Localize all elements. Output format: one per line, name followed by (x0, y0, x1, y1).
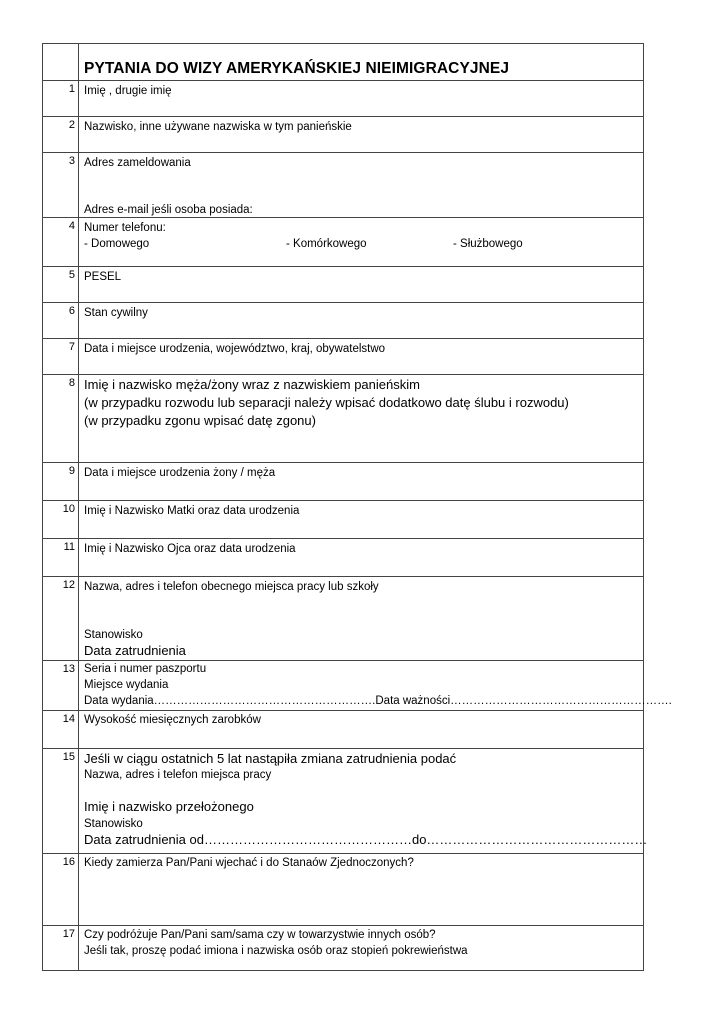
previous-employment-dates-label: Data zatrudnienia od…………………………………………do…………………………………………… (84, 832, 648, 847)
row-number: 9 (68, 465, 75, 477)
question-row-6 (43, 302, 643, 338)
row-number: 11 (63, 541, 75, 553)
question-row-11 (43, 538, 643, 576)
question-label: Data i miejsce urodzenia żony / męża (84, 467, 276, 479)
question-row-14 (43, 710, 643, 748)
question-label: Imię , drugie imię (84, 85, 172, 97)
position-label: Stanowisko (84, 629, 143, 641)
question-sublabel: Adres e-mail jeśli osoba posiada: (84, 204, 253, 216)
employment-date-label: Data zatrudnienia (84, 643, 186, 658)
previous-workplace-label: Nazwa, adres i telefon miejsca pracy (84, 769, 272, 781)
row-number: 15 (62, 751, 75, 763)
question-note-death: (w przypadku zgonu wpisać datę zgonu) (84, 413, 316, 428)
question-label: Numer telefonu: (84, 222, 166, 234)
form-title: PYTANIA DO WIZY AMERYKAŃSKIEJ NIEIMIGRACYJNEJ (84, 60, 510, 77)
row-number: 10 (62, 503, 75, 515)
question-label: PESEL (84, 271, 122, 283)
question-label: Imię i Nazwisko Matki oraz data urodzenia (84, 505, 300, 517)
question-row-16 (43, 853, 643, 925)
question-label: Imię i nazwisko męża/żony wraz z nazwiskiem panieńskim (84, 377, 420, 392)
row-number: 8 (68, 377, 75, 389)
question-label: Imię i Nazwisko Ojca oraz data urodzenia (84, 543, 296, 555)
question-sublabel: Jeśli tak, proszę podać imiona i nazwiska osób oraz stopień pokrewieństwa (84, 945, 468, 957)
question-label: Nazwa, adres i telefon obecnego miejsca pracy lub szkoły (84, 581, 379, 593)
question-row-5 (43, 266, 643, 302)
issue-place-label: Miejsce wydania (84, 679, 169, 691)
row-number: 3 (68, 155, 75, 167)
supervisor-label: Imię i nazwisko przełożonego (84, 799, 254, 814)
question-label: Nazwisko, inne używane nazwiska w tym panieńskie (84, 121, 352, 133)
question-label: Czy podróżuje Pan/Pani sam/sama czy w towarzystwie innych osób? (84, 929, 436, 941)
question-row-1 (43, 80, 643, 116)
question-row-8 (43, 374, 643, 462)
row-number: 6 (68, 305, 75, 317)
visa-questionnaire-form (42, 43, 672, 971)
question-row-4 (43, 217, 643, 266)
row-number: 7 (68, 341, 75, 353)
question-row-10 (43, 500, 643, 538)
phone-mobile-label: - Komórkowego (286, 238, 367, 250)
row-number: 16 (62, 856, 75, 868)
question-row-9 (43, 462, 643, 500)
question-row-17 (43, 925, 643, 970)
question-label: Adres zameldowania (84, 157, 191, 169)
row-number: 1 (68, 83, 75, 95)
question-label: Wysokość miesięcznych zarobków (84, 714, 261, 726)
phone-work-label: - Służbowego (453, 238, 523, 250)
row-number: 2 (68, 119, 75, 131)
question-label: Kiedy zamierza Pan/Pani wjechać i do Stanaów Zjednoczonych? (84, 857, 414, 869)
row-number: 14 (62, 713, 75, 725)
row-number: 17 (62, 928, 75, 940)
question-label: Data i miejsce urodzenia, województwo, kraj, obywatelstwo (84, 343, 386, 355)
question-row-7 (43, 338, 643, 374)
row-number: 12 (62, 579, 75, 591)
question-label: Seria i numer paszportu (84, 663, 207, 675)
question-row-13 (43, 660, 672, 710)
issue-expiry-dates-label: Data wydania………………………………………………….Data ważności…………………………………………………. (84, 695, 672, 707)
phone-home-label: - Domowego (84, 238, 150, 250)
question-row-3 (43, 152, 643, 217)
question-label: Stan cywilny (84, 307, 148, 319)
previous-position-label: Stanowisko (84, 818, 143, 830)
row-number: 13 (62, 663, 75, 675)
row-number: 4 (68, 220, 75, 232)
question-note-divorce: (w przypadku rozwodu lub separacji należy wpisać dodatkowo datę ślubu i rozwodu) (84, 395, 569, 410)
question-row-2 (43, 116, 643, 152)
question-label: Jeśli w ciągu ostatnich 5 lat nastąpiła zmiana zatrudnienia podać (84, 751, 457, 766)
question-row-15 (43, 748, 648, 853)
question-row-12 (43, 576, 643, 660)
row-number: 5 (68, 269, 75, 281)
